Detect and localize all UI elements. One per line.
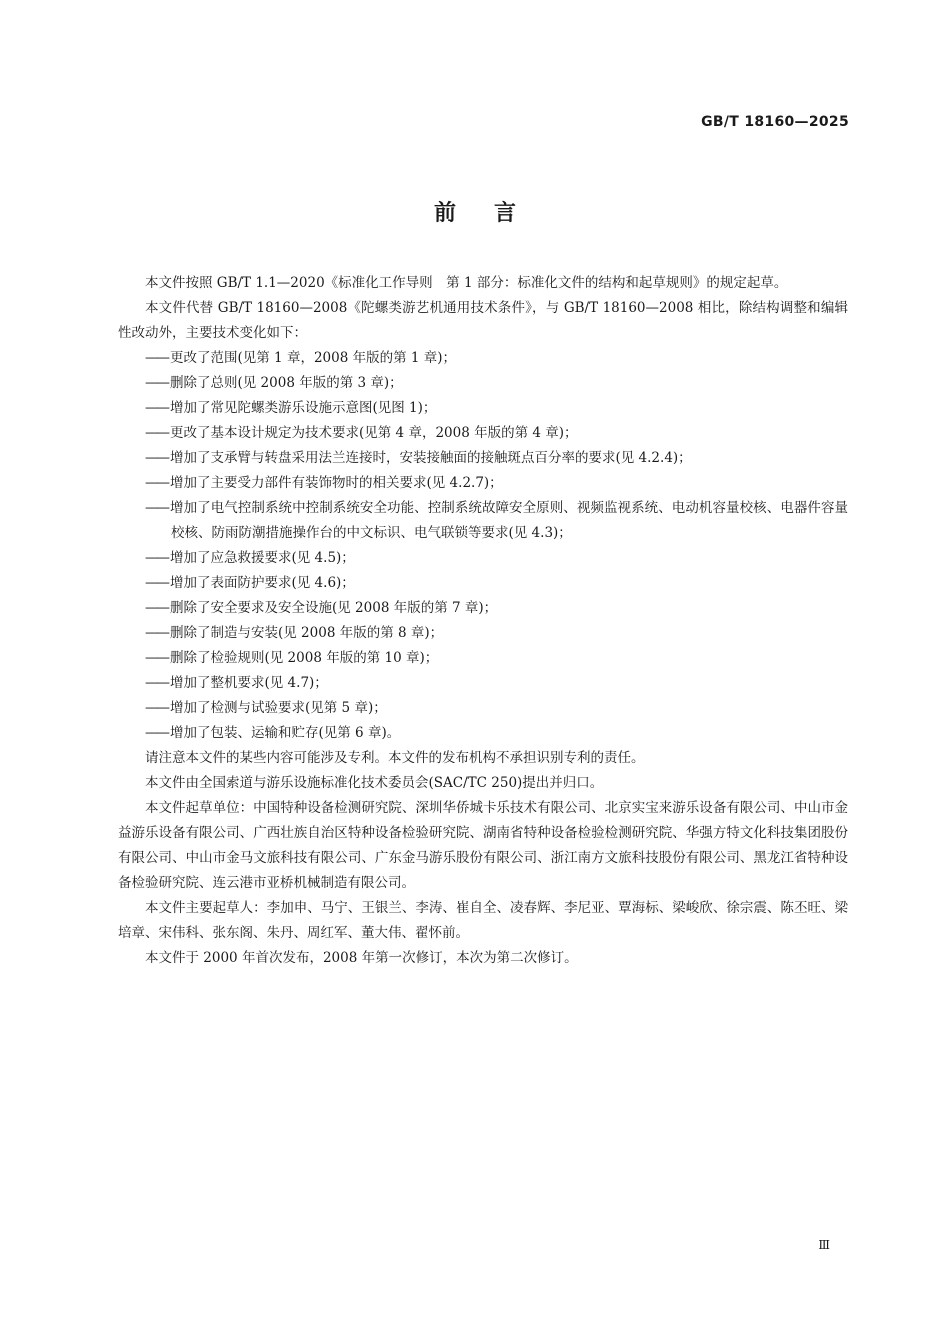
change-item: —— 增加了整机要求(见 4.7)； bbox=[118, 671, 848, 696]
change-list bbox=[118, 346, 848, 746]
change-item: —— 更改了基本设计规定为技术要求(见第 4 章，2008 年版的第 4 章)； bbox=[118, 421, 848, 446]
standard-code: GB/T 18160—2025 bbox=[701, 114, 849, 130]
paragraph-drafters: 本文件主要起草人：李加申、马宁、王银兰、李涛、崔自全、凌春辉、李尼亚、覃海标、梁峻欣、徐宗震、陈丕旺、梁培章、宋伟科、张东阁、朱丹、周红军、董大伟、翟怀前。 bbox=[118, 900, 848, 941]
change-item: —— 更改了范围(见第 1 章，2008 年版的第 1 章)； bbox=[118, 346, 848, 371]
change-item: —— 增加了常见陀螺类游乐设施示意图(见图 1)； bbox=[118, 396, 848, 421]
change-item: —— 删除了检验规则(见 2008 年版的第 10 章)； bbox=[118, 646, 848, 671]
change-item: —— 删除了制造与安装(见 2008 年版的第 8 章)； bbox=[118, 621, 848, 646]
page-number: Ⅲ bbox=[818, 1238, 830, 1252]
paragraph-history: 本文件于 2000 年首次发布，2008 年第一次修订，本次为第二次修订。 bbox=[145, 950, 578, 966]
change-item: —— 增加了电气控制系统中控制系统安全功能、控制系统故障安全原则、视频监视系统、电动机容量校核、电器件容量校核、防雨防潮措施操作台的中文标识、电气联锁等要求(见 4.3)； bbox=[118, 496, 848, 546]
paragraph-drafting-basis: 本文件按照 GB/T 1.1—2020《标准化工作导则 第 1 部分：标准化文件的结构和起草规则》的规定起草。 bbox=[145, 275, 788, 291]
change-item: —— 增加了表面防护要求(见 4.6)； bbox=[118, 571, 848, 596]
paragraph-replacement-statement: 本文件代替 GB/T 18160—2008《陀螺类游艺机通用技术条件》，与 GB/T 18160—2008 相比，除结构调整和编辑性改动外，主要技术变化如下： bbox=[118, 300, 848, 341]
paragraph-committee: 本文件由全国索道与游乐设施标准化技术委员会(SAC/TC 250)提出并归口。 bbox=[145, 775, 604, 791]
paragraph-patent-notice: 请注意本文件的某些内容可能涉及专利。本文件的发布机构不承担识别专利的责任。 bbox=[145, 750, 645, 766]
change-item: —— 增加了检测与试验要求(见第 5 章)； bbox=[118, 696, 848, 721]
change-item: —— 增加了应急救援要求(见 4.5)； bbox=[118, 546, 848, 571]
change-item: —— 增加了支承臂与转盘采用法兰连接时，安装接触面的接触斑点百分率的要求(见 4.2.4)； bbox=[118, 446, 848, 471]
change-item: —— 增加了主要受力部件有装饰物时的相关要求(见 4.2.7)； bbox=[118, 471, 848, 496]
paragraph-drafting-units: 本文件起草单位：中国特种设备检测研究院、深圳华侨城卡乐技术有限公司、北京实宝来游乐设备有限公司、中山市金益游乐设备有限公司、广西壮族自治区特种设备检验研究院、湖南省特种设备检验检测研究院、华强方特文化科技集团股份有限公司、中山市金马文旅科技有限公司、广东金马游乐股份有限公司、浙江南方文旅科技股份有限公司、黑龙江省特种设备检验研究院、连云港市亚桥机械制造有限公司。 bbox=[118, 800, 848, 891]
document-body bbox=[118, 271, 848, 971]
page-title: 前言 bbox=[433, 201, 554, 226]
change-item: —— 删除了总则(见 2008 年版的第 3 章)； bbox=[118, 371, 848, 396]
change-item: —— 增加了包装、运输和贮存(见第 6 章)。 bbox=[118, 721, 848, 746]
change-item: —— 删除了安全要求及安全设施(见 2008 年版的第 7 章)； bbox=[118, 596, 848, 621]
